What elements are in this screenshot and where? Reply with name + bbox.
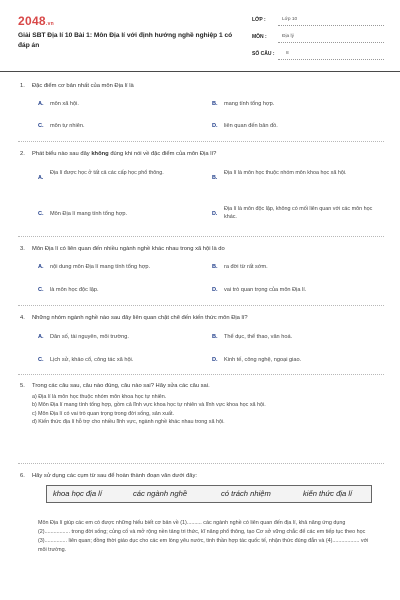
option-letter: B. bbox=[212, 264, 218, 270]
meta-row-class bbox=[252, 14, 384, 31]
option-letter: A. bbox=[38, 175, 44, 181]
option-text: Dân số, tài nguyên, môi trường. bbox=[50, 334, 129, 340]
question-6-number: 6. bbox=[20, 473, 25, 479]
question-1-option-d[interactable] bbox=[212, 123, 278, 131]
header-divider bbox=[0, 71, 400, 72]
question-2-option-b[interactable] bbox=[212, 169, 382, 181]
meta-fields bbox=[252, 14, 384, 65]
question-2-stem bbox=[18, 151, 384, 159]
question-2-option-a[interactable] bbox=[38, 169, 188, 181]
question-4-option-c[interactable] bbox=[38, 357, 133, 365]
document-title: Giải SBT Địa lí 10 Bài 1: Môn Địa lí với định hướng nghề nghiệp 1 có đáp án bbox=[18, 32, 233, 49]
word-bank-item: có trách nhiệm bbox=[221, 489, 271, 498]
question-6-stem bbox=[18, 473, 384, 481]
class-label: LỚP : bbox=[252, 17, 266, 23]
question-3 bbox=[18, 246, 384, 254]
question-5-text: Trong các câu sau, câu nào đúng, câu nào sai? Hãy sửa các câu sai. bbox=[32, 383, 210, 389]
word-bank-box bbox=[46, 485, 372, 503]
option-text: vai trò quan trọng của môn Địa lí. bbox=[224, 287, 307, 293]
option-letter: C. bbox=[38, 211, 44, 217]
option-text: Địa lí là môn học thuộc nhóm môn khoa học xã hội. bbox=[224, 170, 347, 176]
question-1-text: Đặc điểm cơ bản nhất của môn Địa lí là bbox=[32, 83, 134, 89]
option-text: Địa lí được học ở tất cả các cấp học phổ thông. bbox=[50, 170, 164, 176]
option-letter: C. bbox=[38, 357, 44, 363]
question-1-option-b[interactable] bbox=[212, 101, 274, 109]
question-3-option-b[interactable] bbox=[212, 264, 268, 272]
question-5-stem bbox=[18, 383, 384, 391]
fill-in-paragraph: Môn Địa lí giúp các em có được những hiểu biết cơ bản về (1).......... các ngành nghề có liên quan đến địa lí, khả năng ứng dụng (2)................. trong đời sống; củng cố và mở rộng nền tảng tri thức, kĩ năng phổ thông, tạo Cơ sở vững chắc để các em tiếp tục theo học (3)............... liên quan; đồng thời giáo dục cho các em lòng yêu nước, tinh thần hợp tác quốc tế, nhận thức đúng đắn và (4).................. với môi trường. bbox=[38, 520, 369, 553]
question-6-text: Hãy sử dụng các cụm từ sau để hoàn thành đoạn văn dưới đây: bbox=[32, 473, 197, 479]
question-5 bbox=[18, 383, 384, 391]
option-text: môn tự nhiên. bbox=[50, 123, 85, 129]
option-letter: A. bbox=[38, 264, 44, 270]
option-text: môn xã hội. bbox=[50, 101, 79, 107]
question-count-dotted-line bbox=[278, 59, 384, 60]
class-value: Lớp 10 bbox=[282, 17, 298, 22]
question-1 bbox=[18, 83, 384, 91]
option-text: mang tính tổng hợp. bbox=[224, 101, 275, 107]
option-letter: D. bbox=[212, 357, 218, 363]
question-divider bbox=[18, 305, 384, 306]
question-3-number: 3. bbox=[20, 246, 25, 252]
question-4-option-a[interactable] bbox=[38, 334, 129, 342]
question-3-option-a[interactable] bbox=[38, 264, 150, 272]
question-divider bbox=[18, 463, 384, 464]
option-letter: C. bbox=[38, 287, 44, 293]
option-letter: D. bbox=[212, 123, 218, 129]
question-3-option-d[interactable] bbox=[212, 287, 306, 295]
question-5-statements bbox=[18, 393, 384, 427]
question-4-stem bbox=[18, 315, 384, 323]
option-text: ra đời từ rất sớm. bbox=[224, 264, 268, 270]
meta-row-subject bbox=[252, 31, 384, 48]
question-1-number: 1. bbox=[20, 83, 25, 89]
question-1-stem bbox=[18, 83, 384, 91]
meta-row-count bbox=[252, 48, 384, 65]
option-letter: B. bbox=[212, 175, 218, 181]
statement-d: d) Kiến thức địa lí hỗ trợ cho nhiều lĩnh vực, ngành nghề khác nhau trong xã hội. bbox=[32, 419, 225, 426]
logo-tld-text: .vn bbox=[45, 21, 55, 27]
word-bank-item: các ngành nghề bbox=[133, 489, 188, 498]
question-divider bbox=[18, 141, 384, 142]
question-divider bbox=[18, 374, 384, 375]
option-letter: C. bbox=[38, 123, 44, 129]
word-bank-item: kiến thức địa lí bbox=[303, 489, 353, 498]
statement-c: c) Môn Địa lí có vai trò quan trọng trong đời sống, sản xuất. bbox=[32, 410, 174, 417]
statement-a: a) Địa lí là môn học thuộc nhóm môn khoa học tự nhiên. bbox=[32, 394, 167, 400]
question-2-option-c[interactable] bbox=[38, 211, 127, 219]
subject-dotted-line bbox=[278, 42, 384, 43]
option-text: Thể dục, thể thao, văn hoá. bbox=[224, 334, 293, 340]
question-2-option-d[interactable] bbox=[212, 205, 382, 221]
statement-b: b) Môn Địa lí mang tính tổng hợp, gồm cả lĩnh vực khoa học tự nhiên và lĩnh vực khoa học xã hội. bbox=[32, 402, 266, 409]
worksheet-header bbox=[0, 0, 400, 70]
question-4-option-d[interactable] bbox=[212, 357, 301, 365]
question-4 bbox=[18, 315, 384, 323]
question-4-text: Những nhóm ngành nghề nào sau đây liên quan chặt chẽ đến kiến thức môn Địa lí? bbox=[32, 315, 248, 321]
question-2-text-emphasis: không bbox=[91, 151, 109, 157]
option-text: nội dung môn Địa lí mang tính tổng hợp. bbox=[50, 264, 151, 270]
option-letter: D. bbox=[212, 211, 218, 217]
class-dotted-line bbox=[278, 25, 384, 26]
option-letter: A. bbox=[38, 101, 44, 107]
subject-value: Địa lý bbox=[282, 34, 294, 39]
question-count-value: 8 bbox=[286, 51, 289, 56]
site-logo[interactable] bbox=[18, 13, 54, 29]
option-letter: B. bbox=[212, 334, 218, 340]
question-1-option-a[interactable] bbox=[38, 101, 79, 109]
question-6 bbox=[18, 473, 384, 481]
option-text: liên quan đến bản đồ. bbox=[224, 123, 278, 129]
question-count-label: SỐ CÂU : bbox=[252, 51, 275, 57]
question-2-text-before: Phát biểu nào sau đây bbox=[32, 151, 92, 157]
question-1-option-c[interactable] bbox=[38, 123, 85, 131]
option-letter: D. bbox=[212, 287, 218, 293]
question-divider bbox=[18, 236, 384, 237]
option-text: Lịch sử, khảo cổ, công tác xã hội. bbox=[50, 357, 134, 363]
question-2 bbox=[18, 151, 384, 159]
option-text: Kinh tế, công nghệ, ngoại giao. bbox=[224, 357, 302, 363]
question-2-number: 2. bbox=[20, 151, 25, 157]
option-letter: A. bbox=[38, 334, 44, 340]
logo-main-text: 2048 bbox=[18, 14, 46, 28]
option-letter: B. bbox=[212, 101, 218, 107]
word-bank-item: khoa học địa lí bbox=[53, 489, 102, 498]
option-text: Môn Địa lí mang tính tổng hợp. bbox=[50, 211, 128, 217]
question-3-option-c[interactable] bbox=[38, 287, 99, 295]
question-3-text: Môn Địa lí có liên quan đến nhiều ngành nghề khác nhau trong xã hội là do bbox=[32, 246, 225, 252]
option-text: là môn học độc lập. bbox=[50, 287, 99, 293]
question-2-text-after: đúng khi nói về đặc điểm của môn Địa lí? bbox=[108, 151, 217, 157]
question-4-number: 4. bbox=[20, 315, 25, 321]
question-5-number: 5. bbox=[20, 383, 25, 389]
subject-label: MÔN : bbox=[252, 34, 267, 40]
question-4-option-b[interactable] bbox=[212, 334, 292, 342]
question-3-stem bbox=[18, 246, 384, 254]
option-text: Địa lí là môn độc lập, không có mối liên quan với các môn học khác. bbox=[224, 206, 373, 221]
